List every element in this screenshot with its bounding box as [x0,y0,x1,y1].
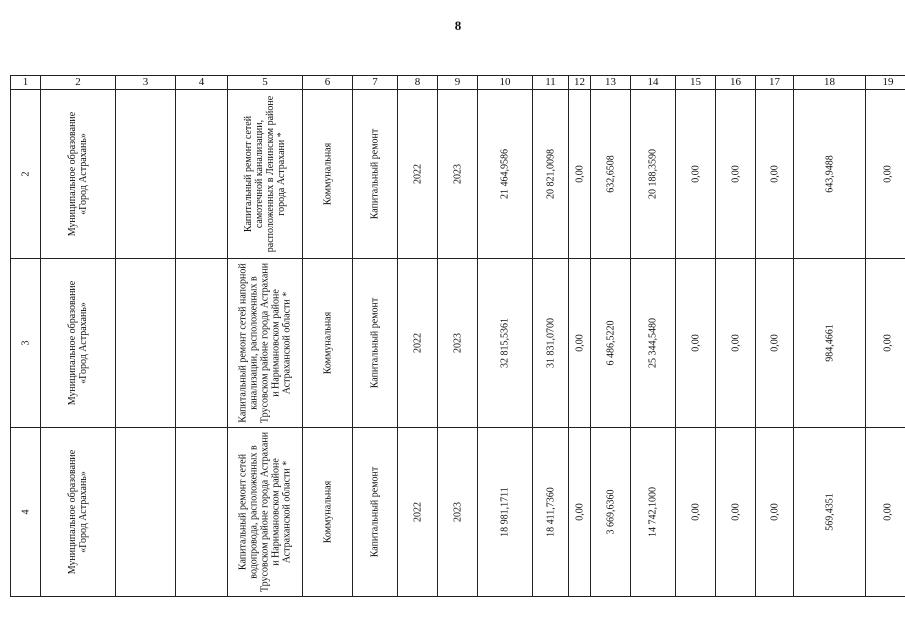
cell-col18: 643,9488 [794,90,866,259]
cell-col3 [116,259,176,428]
col-header: 16 [716,76,756,90]
cell-col19: 0,00 [866,428,905,597]
cell-col3 [116,90,176,259]
cell-col14: 25 344,5480 [631,259,676,428]
cell-year-end: 2023 [438,90,478,259]
col-header: 8 [398,76,438,90]
cell-col11: 18 411,7360 [533,428,569,597]
cell-type: Коммунальная [303,428,353,597]
cell-col18: 984,4661 [794,259,866,428]
cell-type: Коммунальная [303,90,353,259]
col-header: 6 [303,76,353,90]
cell-year-start: 2022 [398,259,438,428]
cell-col13: 6 486,5220 [591,259,631,428]
cell-municipality: Муниципальное образование «Город Астрахань» [41,428,116,597]
cell-col19: 0,00 [866,90,905,259]
cell-col16: 0,00 [716,428,756,597]
cell-col12: 0,00 [569,90,591,259]
cell-year-end: 2023 [438,259,478,428]
cell-description: Капитальный ремонт сетей напорной канализации, расположенных в Трусовском районе города Астрахани и Наримановском районе Астраханской области * [228,259,303,428]
col-header: 7 [353,76,398,90]
cell-col13: 632,6508 [591,90,631,259]
cell-municipality: Муниципальное образование «Город Астрахань» [41,259,116,428]
cell-year-start: 2022 [398,428,438,597]
cell-col18: 569,4351 [794,428,866,597]
cell-total: 18 981,1711 [478,428,533,597]
col-header: 14 [631,76,676,90]
page-number: 8 [454,18,462,33]
table-row [11,259,905,428]
cell-col3 [116,428,176,597]
table-row [11,428,905,597]
col-header: 12 [569,76,591,90]
cell-col14: 14 742,1000 [631,428,676,597]
cell-col11: 31 831,0700 [533,259,569,428]
cell-col12: 0,00 [569,259,591,428]
cell-kind: Капитальный ремонт [353,259,398,428]
col-header: 2 [41,76,116,90]
cell-col15: 0,00 [676,90,716,259]
cell-col12: 0,00 [569,428,591,597]
col-header: 5 [228,76,303,90]
cell-col15: 0,00 [676,428,716,597]
cell-col19: 0,00 [866,259,905,428]
cell-col17: 0,00 [756,259,794,428]
col-header: 3 [116,76,176,90]
col-header: 19 [866,76,905,90]
cell-kind: Капитальный ремонт [353,90,398,259]
col-header: 17 [756,76,794,90]
cell-col17: 0,00 [756,90,794,259]
cell-col4 [176,90,228,259]
cell-total: 32 815,5361 [478,259,533,428]
col-header: 15 [676,76,716,90]
cell-type: Коммунальная [303,259,353,428]
col-header: 18 [794,76,866,90]
col-header: 4 [176,76,228,90]
col-header: 1 [11,76,41,90]
cell-year-start: 2022 [398,90,438,259]
cell-col14: 20 188,3590 [631,90,676,259]
col-header: 13 [591,76,631,90]
cell-col17: 0,00 [756,428,794,597]
cell-municipality: Муниципальное образование «Город Астрахань» [41,90,116,259]
cell-col16: 0,00 [716,90,756,259]
data-table [10,75,905,597]
cell-col11: 20 821,0098 [533,90,569,259]
header-row [11,76,905,90]
col-header: 11 [533,76,569,90]
cell-col4 [176,259,228,428]
cell-description: Капитальный ремонт сетей водопровода, расположенных в Трусовском районе города Астрахани и Наримановском районе Астраханской области * [228,428,303,597]
cell-kind: Капитальный ремонт [353,428,398,597]
col-header: 10 [478,76,533,90]
col-header: 9 [438,76,478,90]
cell-num: 4 [11,428,41,597]
cell-col13: 3 669,6360 [591,428,631,597]
cell-num: 3 [11,259,41,428]
cell-num: 2 [11,90,41,259]
cell-col4 [176,428,228,597]
cell-description: Капитальный ремонт сетей самотечной канализации, расположенных в Ленинском районе города Астрахани * [228,90,303,259]
table-row [11,90,905,259]
cell-col16: 0,00 [716,259,756,428]
cell-total: 21 464,9586 [478,90,533,259]
cell-year-end: 2023 [438,428,478,597]
cell-col15: 0,00 [676,259,716,428]
